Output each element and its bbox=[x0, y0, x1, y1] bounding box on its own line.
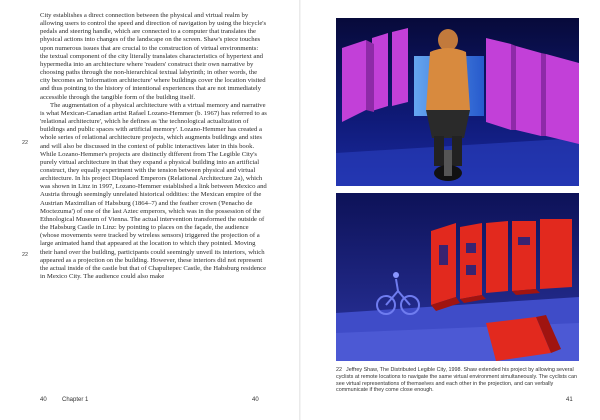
photo-distributed-legible-city bbox=[336, 193, 579, 361]
figure-caption bbox=[336, 367, 579, 394]
paragraph-1: City establishes a direct connection between the physical and virtual realm by allowing users to control the speed and direction of navigation by using the bicycle's pedals and steering handle, which are connected to a computer that translates the physical actions into changes of the landscape on the screen. Shaw's piece touches upon numerous issues that are crucial to the construction of virtual environments: the textual component of the city literally translates characteristics of hypertext and hypermedia into an architecture where 'readers' construct their own narrative by choosing paths through the non-hierarchical textual labyrinth; in other words, the city becomes an 'information architecture' where buildings cover the location visited and thus pointing to the history of intentional experiences that are not immediately accessible through the tangible form of the building itself. bbox=[40, 12, 267, 101]
caption-number: 22 bbox=[336, 367, 342, 373]
gutter bbox=[299, 0, 301, 420]
folio-number-right: 41 bbox=[566, 397, 573, 403]
margin-figure-ref: 22 bbox=[22, 140, 29, 146]
caption-text: Jeffrey Shaw, The Distributed Legible City, 1998. Shaw extended his project by allowing several cyclists at remote locations to navigate the same virtual environment simultaneously. The cyclists can see virtual representations of themselves and each other in the projection, and can verbally communicate if they come close enough. bbox=[336, 367, 577, 394]
photo-cyclist-virtual-city bbox=[336, 18, 579, 186]
folio-chapter: Chapter 1 bbox=[62, 397, 89, 403]
folio-number-left: 40 bbox=[40, 397, 47, 403]
margin-figure-ref: 22 bbox=[22, 252, 29, 258]
folio-number-gutter: 40 bbox=[252, 397, 259, 403]
body-text bbox=[40, 12, 268, 281]
paragraph-2: The augmentation of a physical architecture with a virtual memory and narrative is what Mexican-Canadian artist Rafael Lozano-Hemmer (b. 1967) has referred to as 'relational architecture', which he defines as 'the technological actualization of buildings and public spaces with artificial memory'. Lozano-Hemmer has created a whole series of relational architecture projects, which augments buildings and sites and will also be discussed in the context of public interactives later in this book. While Lozano-Hemmer's projects are distinctly different from The Legible City's purely virtual architecture in that they expand a physical building into an artificial construct, they equally experiment with the tension between physical and virtual architecture. In his project Displaced Emperors (Relational Architecture 2a), which was shown in Linz in 1997, Lozano-Hemmer established a link between Mexico and Austria through seemingly unrelated historical oddities: the Mexican empire of the Austrian Maximilian of Habsburg (1864–7) and the feather crown ('Penacho de Moctezuma') of one of the last Aztec emperors, which was in the possession of the Ethnological Museum of Vienna. The actual intervention transformed the outside of the Habsburg Castle in Linz: by pointing to places on the façade, the audience (whose movements were tracked by wireless sensors) triggered the projection of a large animated hand that appeared at the location to which they pointed. Moving their hand over the building, participants could seemingly unveil its interiors, which appeared as a projection on the building. However, these interiors did not represent the actual inside of the castle but that of Chapultepec Castle, the Habsburg residence in Mexico City. The audience could also make bbox=[40, 101, 267, 280]
